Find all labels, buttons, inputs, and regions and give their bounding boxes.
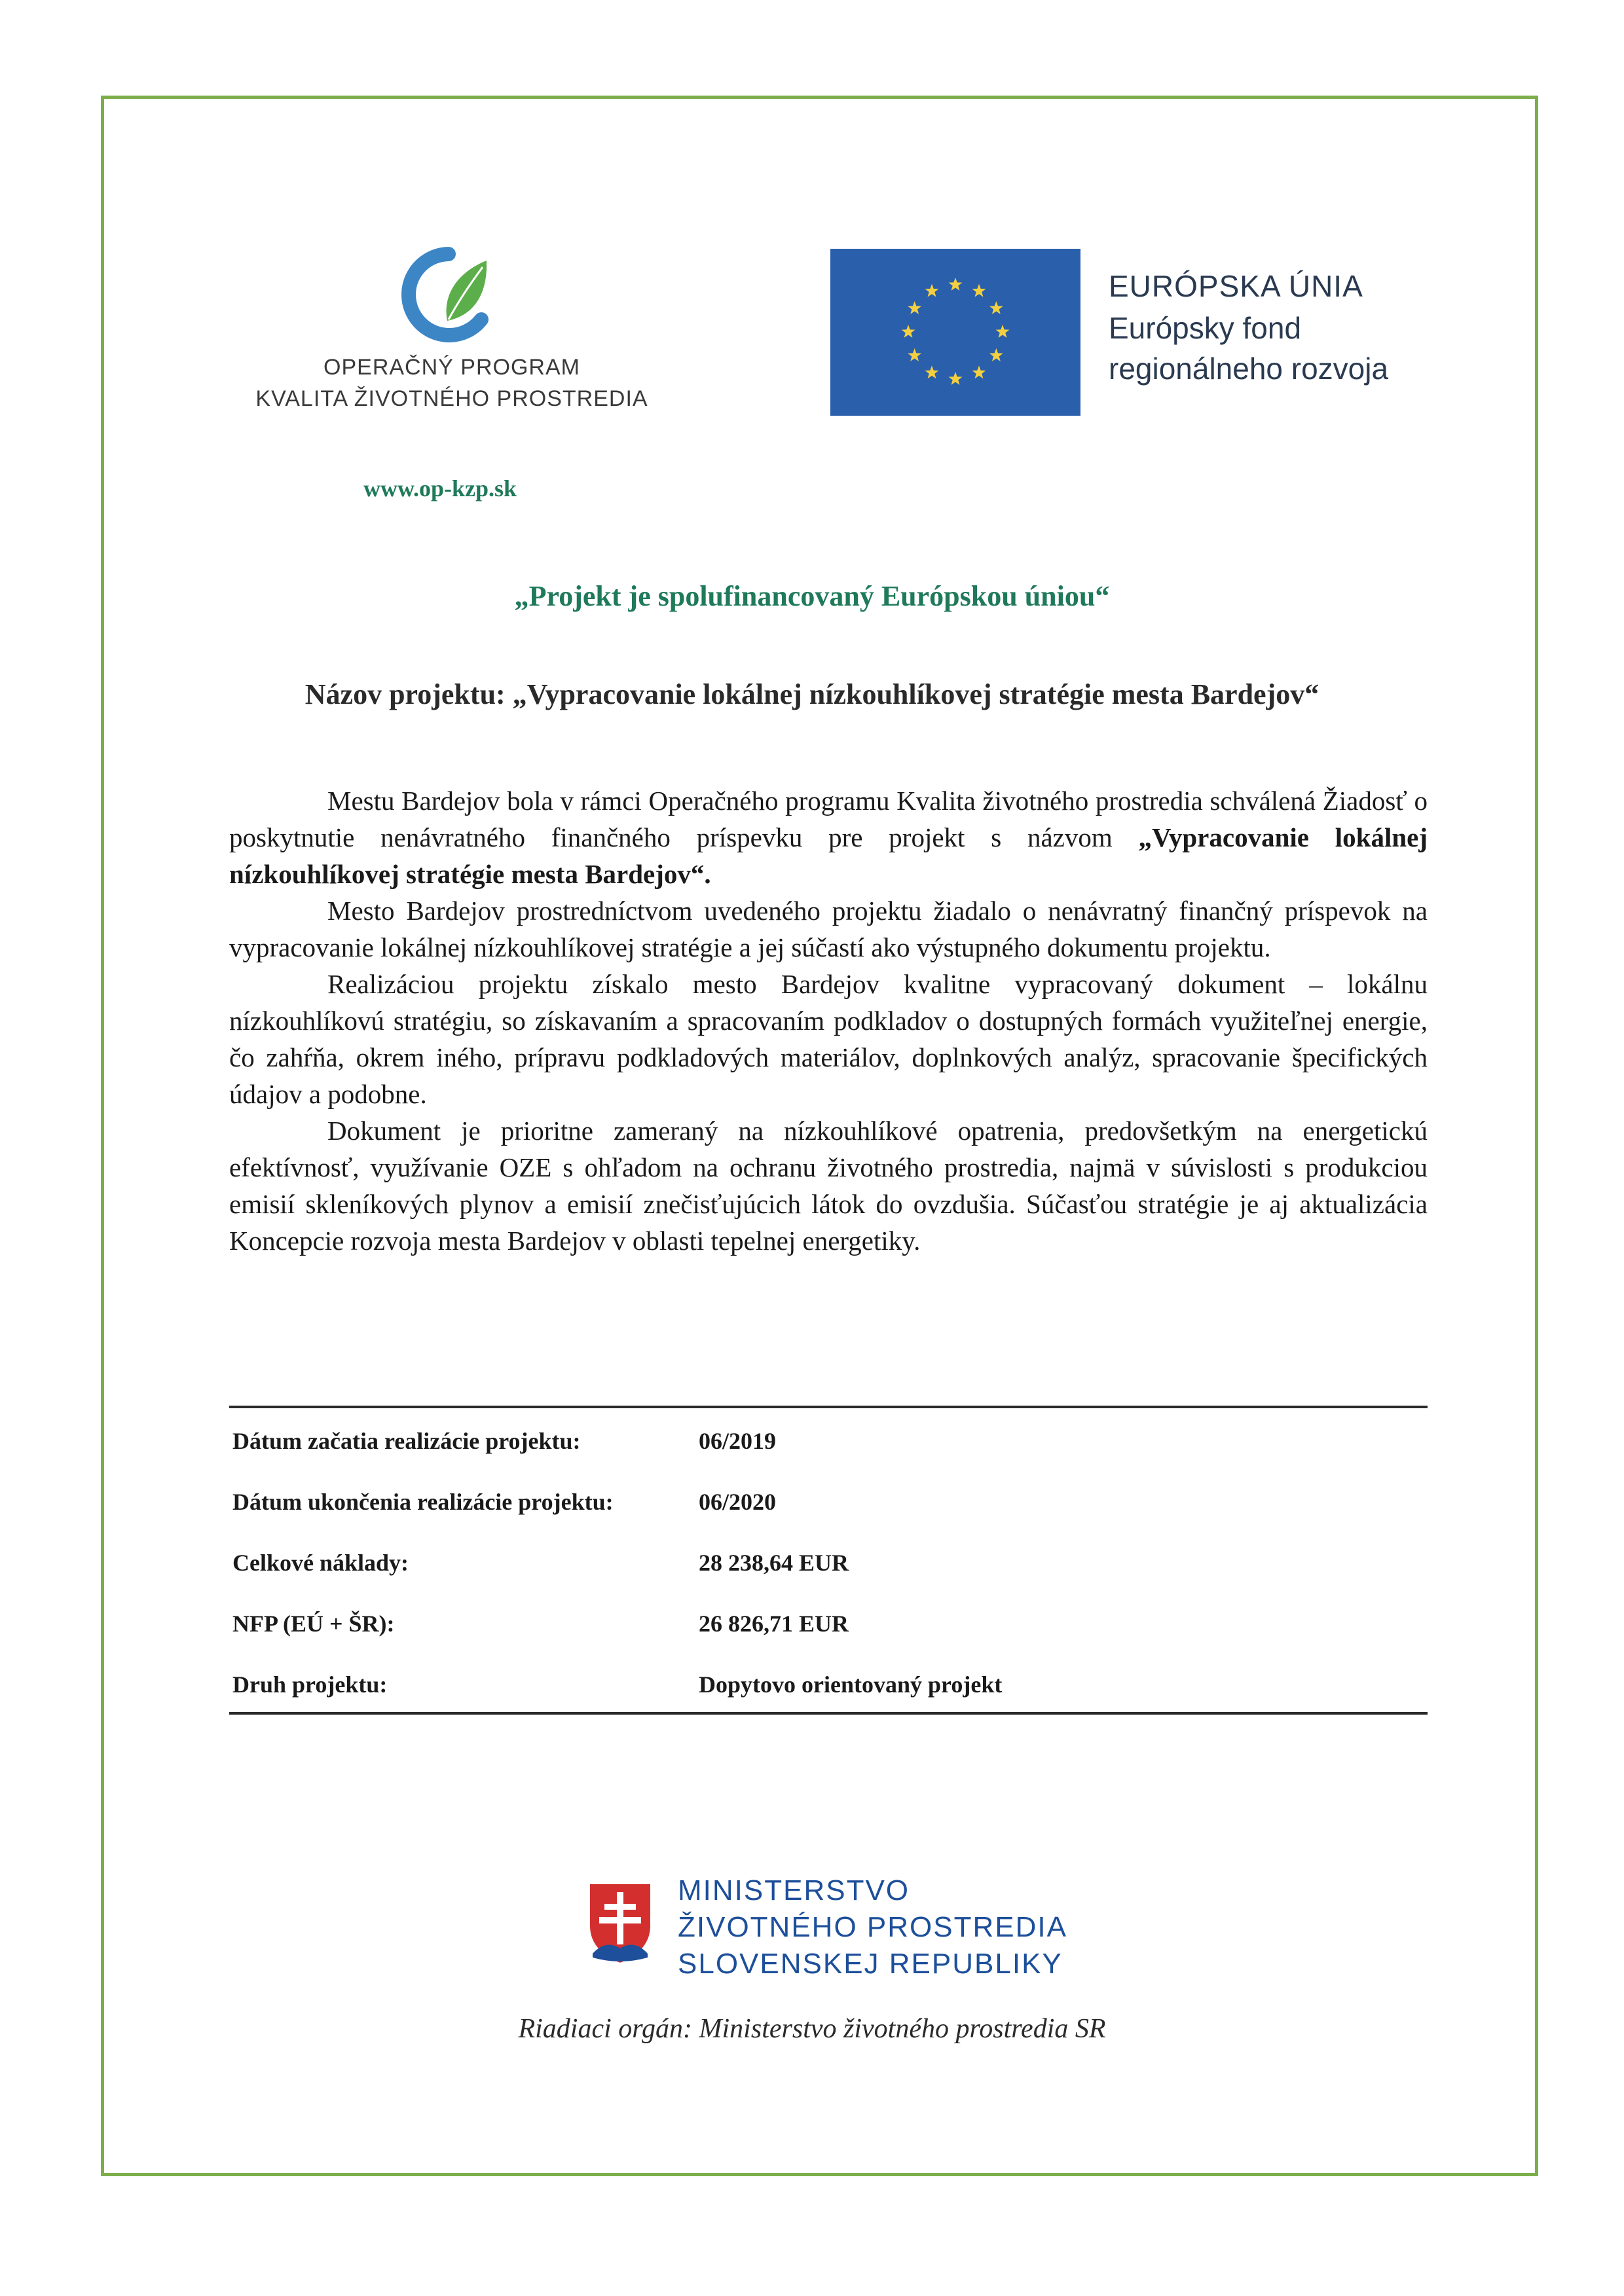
detail-row [232,1549,1411,1610]
project-name-heading: Názov projektu: „Vypracovanie lokálnej nízkouhlíkovej stratégie mesta Bardejov“ [304,678,1320,710]
opkzp-program-label: OPERAČNÝ PROGRAM [323,355,580,380]
project-details [232,1427,1411,1732]
paragraph-3: Realizáciou projektu získalo mesto Bardejov kvalitne vypracovaný dokument – lokálnu nízkouhlíkovú stratégiu, so získavaním a spracovaním podkladov o dostupných formách využiteľnej energie, čo zahŕňa, okrem iného, prípravu podkladových materiálov, doplnkových analýz, spracovanie špecifických údajov a podobne. [229,969,1428,1109]
paragraph-2: Mesto Bardejov prostredníctvom uvedeného projektu žiadalo o nenávratný finančný príspevok na vypracovanie lokálnej nízkouhlíkovej stratégie a jej súčastí ako výstupného dokumentu projektu. [229,896,1428,962]
detail-label: Dátum ukončenia realizácie projektu: [232,1489,614,1515]
detail-value: 06/2019 [699,1428,777,1454]
ministry-line3: SLOVENSKEJ REPUBLIKY [678,1948,1063,1980]
detail-row [232,1671,1411,1732]
detail-label: Celkové náklady: [232,1550,409,1576]
paragraph-1-project-title: „Vypracovanie lokálnej nízkouhlíkovej stratégie mesta Bardejov“. [229,822,1428,889]
managing-authority-footer: Riadiaci orgán: Ministerstvo životného prostredia SR [518,2014,1106,2044]
opkzp-quality-label: KVALITA ŽIVOTNÉHO PROSTREDIA [255,386,648,411]
detail-value: 06/2020 [699,1489,777,1515]
details-bottom-rule [229,1712,1428,1715]
detail-label: Druh projektu: [232,1671,388,1698]
opkzp-leaf-icon [396,242,501,347]
opkzp-logo [249,242,655,419]
eu-title: EURÓPSKA ÚNIA [1109,269,1363,303]
ministry-line2: ŽIVOTNÉHO PROSTREDIA [678,1911,1067,1943]
eu-fund-line1: Európsky fond [1109,311,1302,345]
detail-value: 28 238,64 EUR [699,1550,849,1576]
eu-logo-text [1109,268,1388,389]
detail-value: 26 826,71 EUR [699,1611,849,1637]
detail-label: Dátum začatia realizácie projektu: [232,1428,581,1454]
ministry-name [678,1872,1067,1982]
cofinanced-heading: „Projekt je spolufinancovaný Európskou úniou“ [514,580,1110,612]
slovak-coat-of-arms-icon [586,1880,654,1967]
detail-value: Dopytovo orientovaný projekt [699,1671,1003,1698]
ministry-line1: MINISTERSTVO [678,1874,910,1906]
detail-row [232,1427,1411,1488]
details-top-rule [229,1406,1428,1408]
body-text [229,782,1428,1259]
eu-flag-icon [830,249,1080,416]
ministry-logo [586,1872,1084,2003]
detail-row [232,1488,1411,1549]
website-link[interactable]: www.op-kzp.sk [363,475,517,501]
paragraph-1 [229,782,1428,892]
detail-label: NFP (EÚ + ŠR): [232,1611,395,1637]
detail-row [232,1610,1411,1671]
eu-fund-line2: regionálneho rozvoja [1109,352,1389,386]
paragraph-4: Dokument je prioritne zameraný na nízkouhlíkové opatrenia, predovšetkým na energetickú efektívnosť, využívanie OZE s ohľadom na ochranu životného prostredia, najmä v súvislosti s produkciou emisií skleníkových plynov a emisií znečisťujúcich látok do ovzdušia. Súčasťou stratégie je aj aktualizácia Koncepcie rozvoja mesta Bardejov v oblasti tepelnej energetiky. [229,1116,1428,1256]
paragraph-1-text: Mestu Bardejov bola v rámci Operačného programu Kvalita životného prostredia schválená Žiadosť o poskytnutie nenávratného finančného príspevku pre projekt s názvom [229,786,1428,852]
